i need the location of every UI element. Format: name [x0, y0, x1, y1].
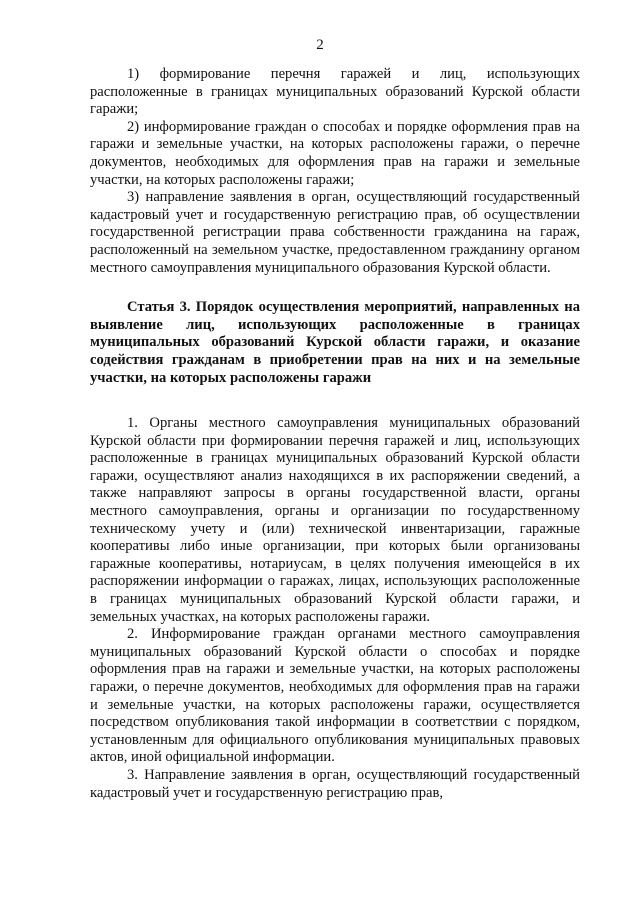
article-paragraph-2: 2. Информирование граждан органами местного самоуправления муниципальных образований Курской области о способах и порядке оформления прав на гаражи и земельные участки, на которых расположены гаражи, о перечне документов, необходимых для оформления прав на гаражи и земельные участки, на которых расположены гаражи, осуществляется посредством опубликования такой информации в соответствии с порядком, установленным для официального опубликования муниципальных правовых актов, иной официальной информации.: [90, 626, 580, 766]
section-gap: [90, 387, 580, 415]
article-paragraph-3: 3. Направление заявления в орган, осуществляющий государственный кадастровый учет и государственную регистрацию прав,: [90, 766, 580, 801]
section-gap: [90, 277, 580, 299]
page-number: 2: [316, 37, 324, 53]
list-item-3: 3) направление заявления в орган, осуществляющий государственный кадастровый учет и государственную регистрацию прав, об осуществлении государственной регистрации права собственности гражданина на гараж, расположенный на земельном участке, предоставленном гражданину органом местного самоуправления муниципального образования Курской области.: [90, 189, 580, 276]
article-paragraph-1: 1. Органы местного самоуправления муниципальных образований Курской области при формировании перечня гаражей и лиц, использующих расположенные в границах муниципальных образований Курской области гаражи, осуществляют анализ находящихся в их распоряжении сведений, а также направляют запросы в органы государственной власти, органы местного самоуправления, органы и организации по государственному техническому учету и (или) технической инвентаризации, гаражные кооперативы либо иные организации, при которых были организованы гаражные кооперативы, нотариусам, в целях получения имеющейся в их распоряжении информации о гаражах, лицах, использующих расположенные в границах муниципальных образований Курской области гаражи, и земельных участках, на которых расположены гаражи.: [90, 415, 580, 625]
list-item-2: 2) информирование граждан о способах и порядке оформления прав на гаражи и земельные участки, на которых расположены гаражи, о перечне документов, необходимых для оформления прав на гаражи и земельные участки, на которых расположены гаражи;: [90, 118, 580, 188]
list-item-1: 1) формирование перечня гаражей и лиц, использующих расположенные в границах муниципальных образований Курской области гаражи;: [90, 66, 580, 118]
article-heading: Статья 3. Порядок осуществления мероприятий, направленных на выявление лиц, использующих расположенные в границах муниципальных образований Курской области гаражи, и оказание содействия гражданам в приобретении прав на них и на земельные участки, на которых расположены гаражи: [90, 299, 580, 386]
document-body: [90, 66, 580, 802]
